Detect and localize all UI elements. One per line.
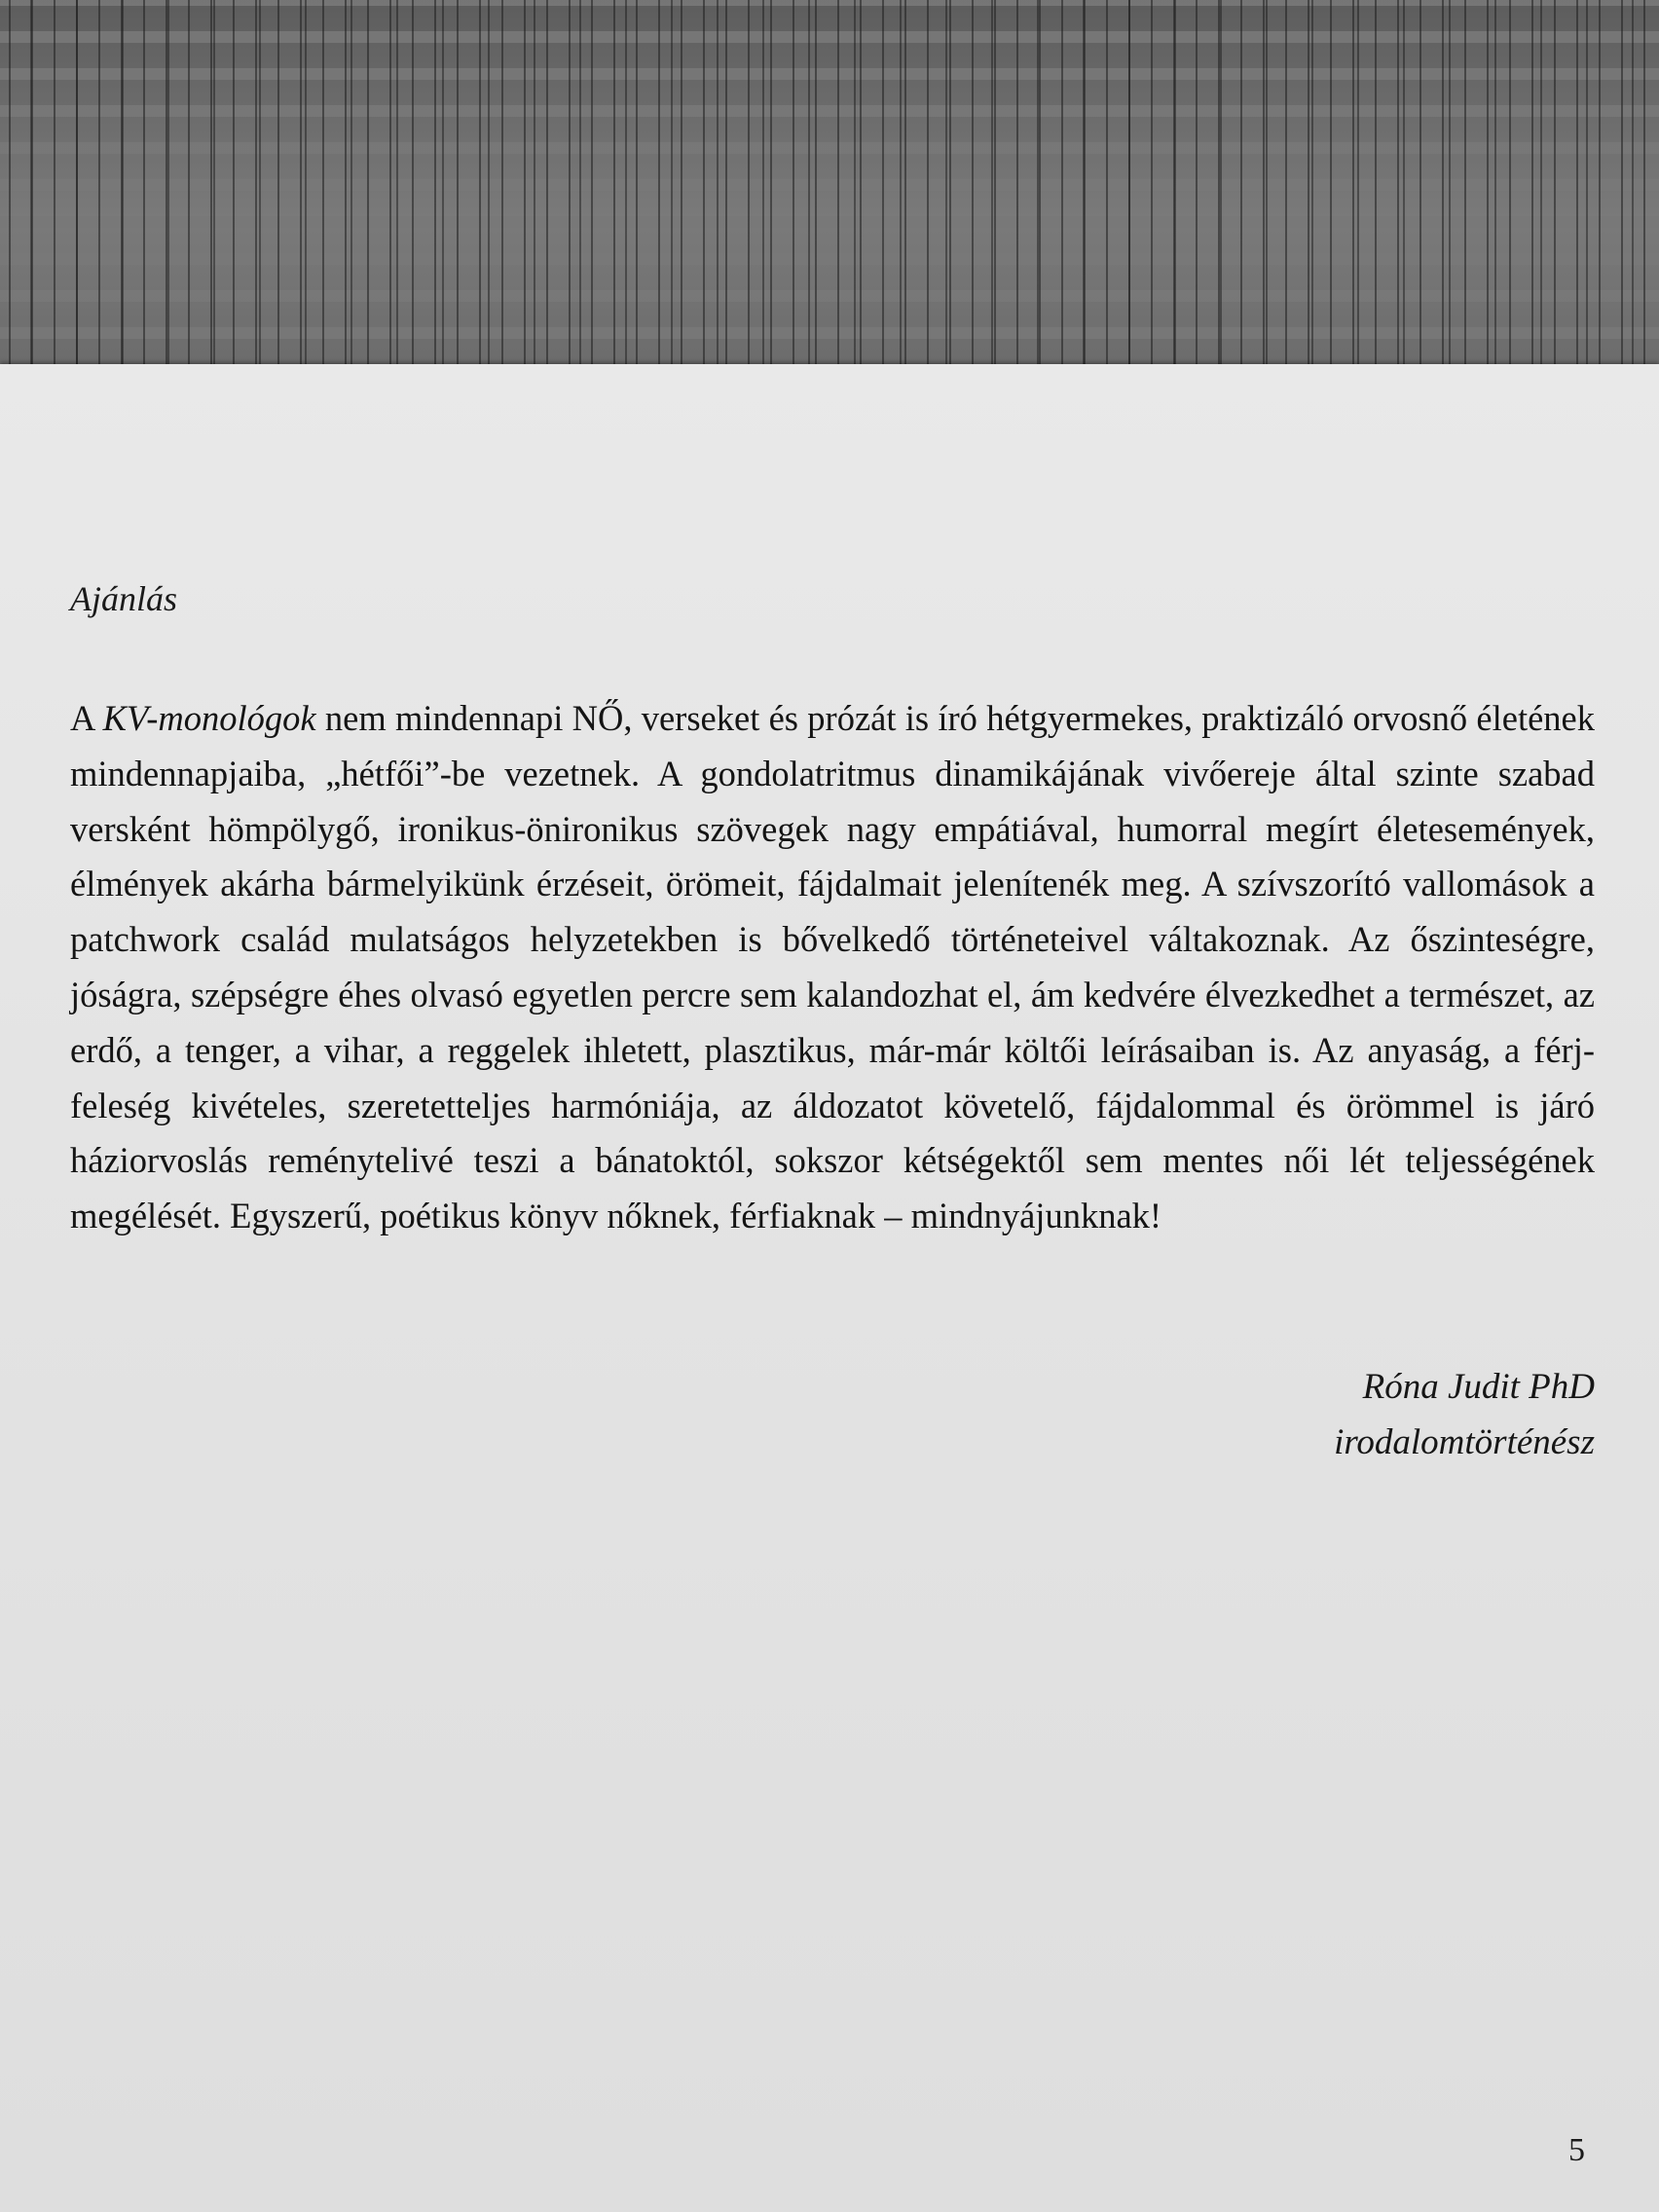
author-name: Róna Judit PhD <box>1362 1367 1595 1407</box>
page-number: 5 <box>1568 2132 1585 2168</box>
recommendation-paragraph <box>70 691 1595 1244</box>
paragraph-lead: A <box>70 698 103 738</box>
author-title: irodalomtörténész <box>1334 1422 1595 1462</box>
paragraph-text: nem mindennapi NŐ, verseket és prózát is író hétgyermekes, praktizáló orvosnő életének mindennapjaiba, „hétfői”-be vezetnek. A gondolatritmus dinamikájának vivőereje által szinte szabad versként hömpölygő, ironikus-önironikus szövegek nagy empátiával, humorral megírt életesemények, élmények akárha bármelyikünk érzéseit, örömeit, fájdalmait jelenítenék meg. A szívszorító vallomások a patchwork család mulatságos helyzetekben is bővelkedő történeteivel váltakoznak. Az őszinteségre, jóságra, szépségre éhes olvasó egyetlen percre sem kalandozhat el, ám kedvére élvezkedhet a természet, az erdő, a tenger, a vihar, a reggelek ihletett, plasztikus, már-már költői leírásaiban is. Az anyaság, a férj-feleség kivételes, szeretetteljes harmóniája, az áldozatot követelő, fájdalommal és örömmel is járó háziorvoslás reménytelivé teszi a bánatoktól, sokszor kétségektől sem mentes női lét teljességének megélését. Egyszerű, poétikus könyv nőknek, férfiaknak – mindnyájunknak! <box>70 698 1595 1236</box>
background-surface <box>0 0 1659 364</box>
book-title: KV-monológok <box>102 698 316 738</box>
signature-block <box>1334 1359 1595 1470</box>
page-heading: Ajánlás <box>70 579 178 618</box>
book-page <box>0 364 1659 2212</box>
